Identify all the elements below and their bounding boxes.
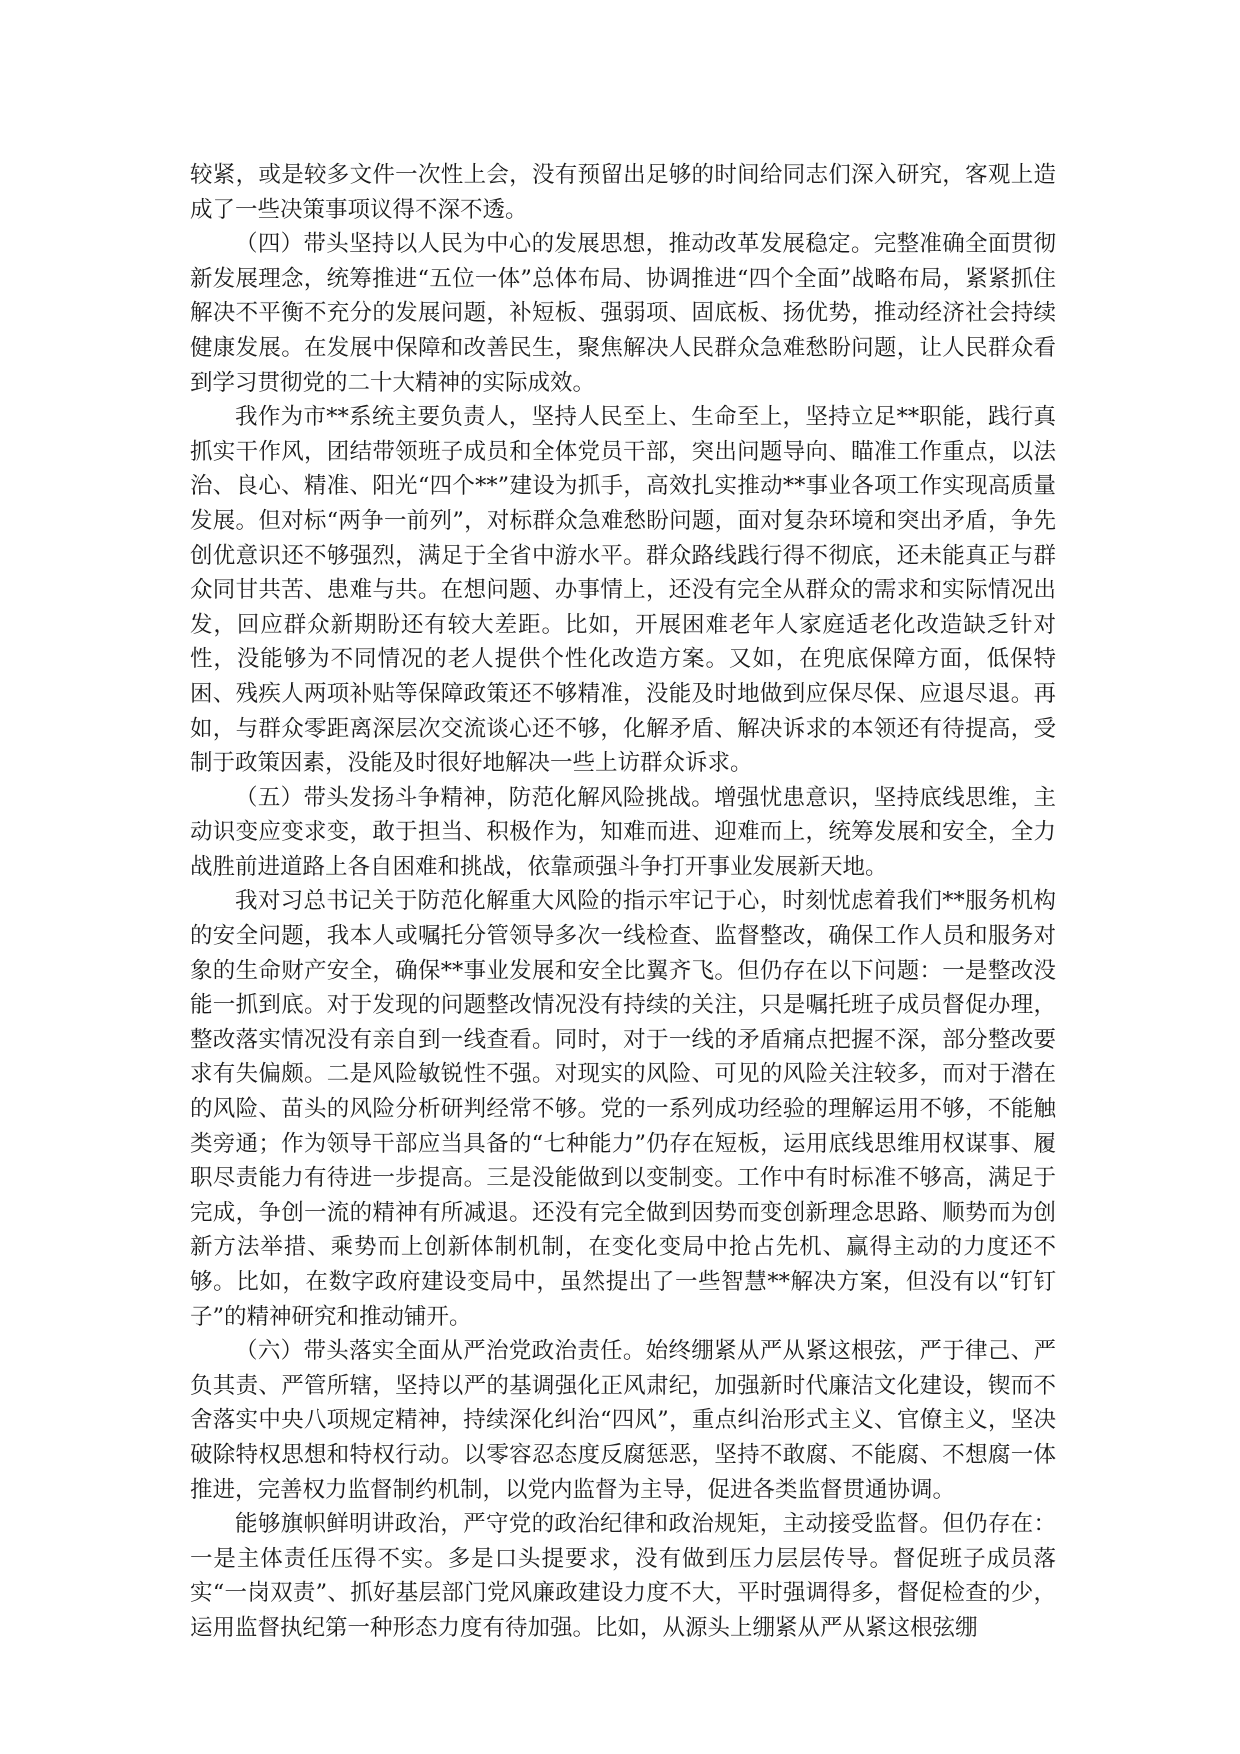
paragraph-continuation: 较紧，或是较多文件一次性上会，没有预留出足够的时间给同志们深入研究，客观上造成了一些决策事项议得不深不透。 — [190, 162, 1056, 223]
document-page — [190, 158, 1056, 1646]
paragraph-section-five-heading: （五）带头发扬斗争精神，防范化解风险挑战。增强忧患意识，坚持底线思维，主动识变应变求变，敢于担当、积极作为，知难而进、迎难而上，统筹发展和安全，全力战胜前进道路上各自困难和挑战，依靠顽强斗争打开事业发展新天地。 — [190, 784, 1056, 880]
paragraph-section-five-body: 我对习总书记关于防范化解重大风险的指示牢记于心，时刻忧虑着我们**服务机构的安全问题，我本人或嘱托分管领导多次一线检查、监督整改，确保工作人员和服务对象的生命财产安全，确保**事业发展和安全比翼齐飞。但仍存在以下问题：一是整改没能一抓到底。对于发现的问题整改情况没有持续的关注，只是嘱托班子成员督促办理，整改落实情况没有亲自到一线查看。同时，对于一线的矛盾痛点把握不深，部分整改要求有失偏颇。二是风险敏锐性不强。对现实的风险、可见的风险关注较多，而对于潜在的风险、苗头的风险分析研判经常不够。党的一系列成功经验的理解运用不够，不能触类旁通；作为领导干部应当具备的“七种能力”仍存在短板，运用底线思维用权谋事、履职尽责能力有待进一步提高。三是没能做到以变制变。工作中有时标准不够高，满足于完成，争创一流的精神有所减退。还没有完全做到因势而变创新理念思路、顺势而为创新方法举措、乘势而上创新体制机制，在变化变局中抢占先机、赢得主动的力度还不够。比如，在数字政府建设变局中，虽然提出了一些智慧**解决方案，但没有以“钉钉子”的精神研究和推动铺开。 — [190, 888, 1056, 1330]
paragraph-section-six-body: 能够旗帜鲜明讲政治，严守党的政治纪律和政治规矩，主动接受监督。但仍存在：一是主体责任压得不实。多是口头提要求，没有做到压力层层传导。督促班子成员落实“一岗双责”、抓好基层部门党风廉政建设力度不大，平时强调得多，督促检查的少，运用监督执纪第一种形态力度有待加强。比如，从源头上绷紧从严从紧这根弦绷 — [190, 1511, 1056, 1641]
paragraph-section-four-heading: （四）带头坚持以人民为中心的发展思想，推动改革发展稳定。完整准确全面贯彻新发展理念，统筹推进“五位一体”总体布局、协调推进“四个全面”战略布局，紧紧抓住解决不平衡不充分的发展问题，补短板、强弱项、固底板、扬优势，推动经济社会持续健康发展。在发展中保障和改善民生，聚焦解决人民群众急难愁盼问题，让人民群众看到学习贯彻党的二十大精神的实际成效。 — [190, 231, 1056, 396]
paragraph-section-six-heading: （六）带头落实全面从严治党政治责任。始终绷紧从严从紧这根弦，严于律己、严负其责、严管所辖，坚持以严的基调强化正风肃纪，加强新时代廉洁文化建设，锲而不舍落实中央八项规定精神，持续深化纠治“四风”，重点纠治形式主义、官僚主义，坚决破除特权思想和特权行动。以零容忍态度反腐惩恶，坚持不敢腐、不能腐、不想腐一体推进，完善权力监督制约机制，以党内监督为主导，促进各类监督贯通协调。 — [190, 1338, 1056, 1503]
paragraph-section-four-body: 我作为市**系统主要负责人，坚持人民至上、生命至上，坚持立足**职能，践行真抓实干作风，团结带领班子成员和全体党员干部，突出问题导向、瞄准工作重点，以法治、良心、精准、阳光“四个**”建设为抓手，高效扎实推动**事业各项工作实现高质量发展。但对标“两争一前列”，对标群众急难愁盼问题，面对复杂环境和突出矛盾，争先创优意识还不够强烈，满足于全省中游水平。群众路线践行得不彻底，还未能真正与群众同甘共苦、患难与共。在想问题、办事情上，还没有完全从群众的需求和实际情况出发，回应群众新期盼还有较大差距。比如，开展困难老年人家庭适老化改造缺乏针对性，没能够为不同情况的老人提供个性化改造方案。又如，在兜底保障方面，低保特困、残疾人两项补贴等保障政策还不够精准，没能及时地做到应保尽保、应退尽退。再如，与群众零距离深层次交流谈心还不够，化解矛盾、解决诉求的本领还有待提高，受制于政策因素，没能及时很好地解决一些上访群众诉求。 — [190, 404, 1056, 777]
